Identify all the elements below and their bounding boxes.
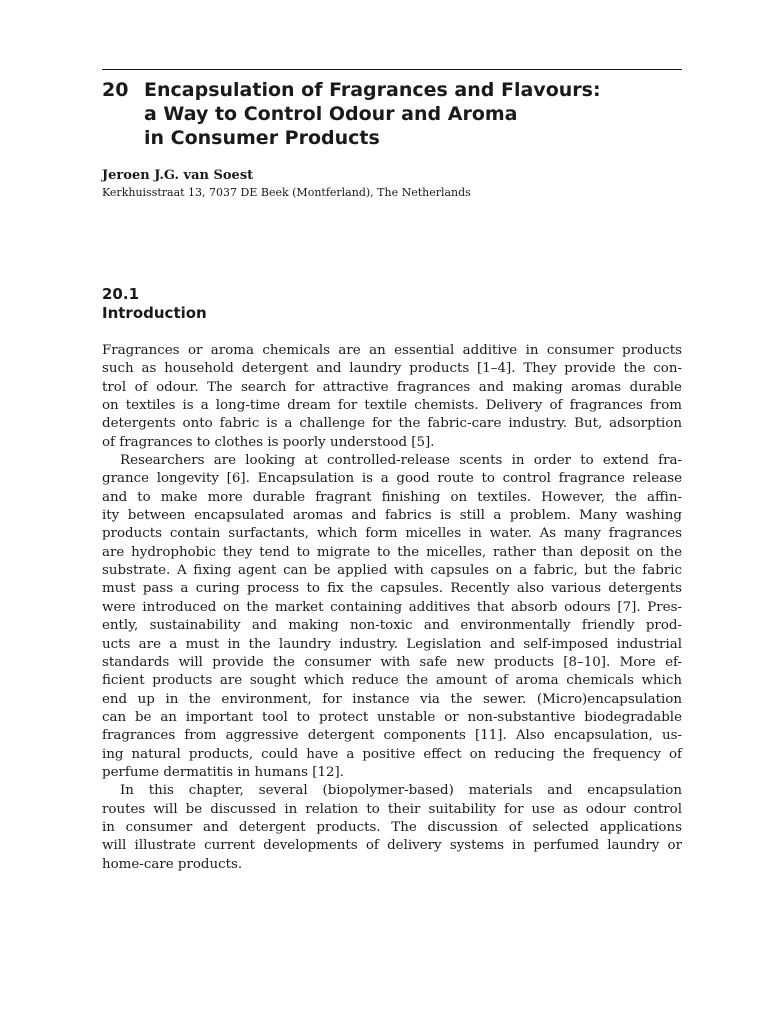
text-line: can be an important tool to protect unstable or non-substantive biodegradable <box>102 709 682 725</box>
header-rule <box>102 69 682 70</box>
text-line: products contain surfactants, which form micelles in water. As many fragrances <box>102 526 682 542</box>
text-line: grance longevity [6]. Encapsulation is a good route to control fragrance release <box>102 471 682 487</box>
text-line: in consumer and detergent products. The discussion of selected applications <box>102 819 682 835</box>
text-line: home-care products. <box>102 856 243 872</box>
chapter-title-line: in Consumer Products <box>144 127 380 149</box>
text-line: are hydrophobic they tend to migrate to the micelles, rather than deposit on the <box>102 544 682 560</box>
text-line: trol of odour. The search for attractive fragrances and making aromas durable <box>102 379 682 395</box>
text-line: ing natural products, could have a positive effect on reducing the frequency of <box>102 746 682 762</box>
text-line: fragrances from aggressive detergent components [11]. Also encapsulation, us- <box>102 728 682 744</box>
text-line: on textiles is a long-time dream for textile chemists. Delivery of fragrances from <box>102 398 682 414</box>
author-name: Jeroen J.G. van Soest <box>102 168 254 183</box>
section-title: Introduction <box>102 304 207 322</box>
text-line: ficient products are sought which reduce the amount of aroma chemicals which <box>102 673 682 689</box>
text-line: will illustrate current developments of delivery systems in perfumed laundry or <box>102 838 682 854</box>
text-line: such as household detergent and laundry products [1–4]. They provide the con- <box>102 361 682 377</box>
text-line: must pass a curing process to fix the capsules. Recently also various detergents <box>102 581 682 597</box>
text-line: ity between encapsulated aromas and fabrics is still a problem. Many washing <box>102 508 682 524</box>
text-line: standards will provide the consumer with safe new products [8–10]. More ef- <box>102 654 682 670</box>
section-number: 20.1 <box>102 285 140 303</box>
text-line: substrate. A fixing agent can be applied with capsules on a fabric, but the fabric <box>102 563 682 579</box>
text-line: Researchers are looking at controlled-release scents in order to extend fra- <box>120 453 682 469</box>
chapter-number: 20 <box>102 79 129 101</box>
text-line: were introduced on the market containing additives that absorb odours [7]. Pres- <box>102 599 682 615</box>
text-line: detergents onto fabric is a challenge for the fabric-care industry. But, adsorption <box>102 416 682 432</box>
paragraph <box>102 782 682 874</box>
text-line: end up in the environment, for instance via the sewer. (Micro)encapsulation <box>102 691 682 707</box>
text-line: ently, sustainability and making non-toxic and environmentally friendly prod- <box>102 618 682 634</box>
text-line: Fragrances or aroma chemicals are an essential additive in consumer products <box>102 343 682 358</box>
section-heading <box>102 285 207 323</box>
paragraph <box>102 452 682 782</box>
author-affiliation: Kerkhuisstraat 13, 7037 DE Beek (Montferland), The Netherlands <box>102 186 471 199</box>
chapter-title-line: Encapsulation of Fragrances and Flavours: <box>144 79 601 101</box>
text-line: In this chapter, several (biopolymer-based) materials and encapsulation <box>120 783 682 799</box>
text-line: and to make more durable fragrant finishing on textiles. However, the affin- <box>102 489 682 505</box>
text-line: routes will be discussed in relation to their suitability for use as odour control <box>102 801 682 817</box>
chapter-title <box>144 78 601 150</box>
body-text <box>102 342 682 874</box>
paragraph <box>102 342 682 452</box>
text-line: of fragrances to clothes is poorly understood [5]. <box>102 434 435 450</box>
text-line: ucts are a must in the laundry industry. Legislation and self-imposed industrial <box>102 636 682 652</box>
text-line: perfume dermatitis in humans [12]. <box>102 764 344 780</box>
chapter-title-line: a Way to Control Odour and Aroma <box>144 103 518 125</box>
